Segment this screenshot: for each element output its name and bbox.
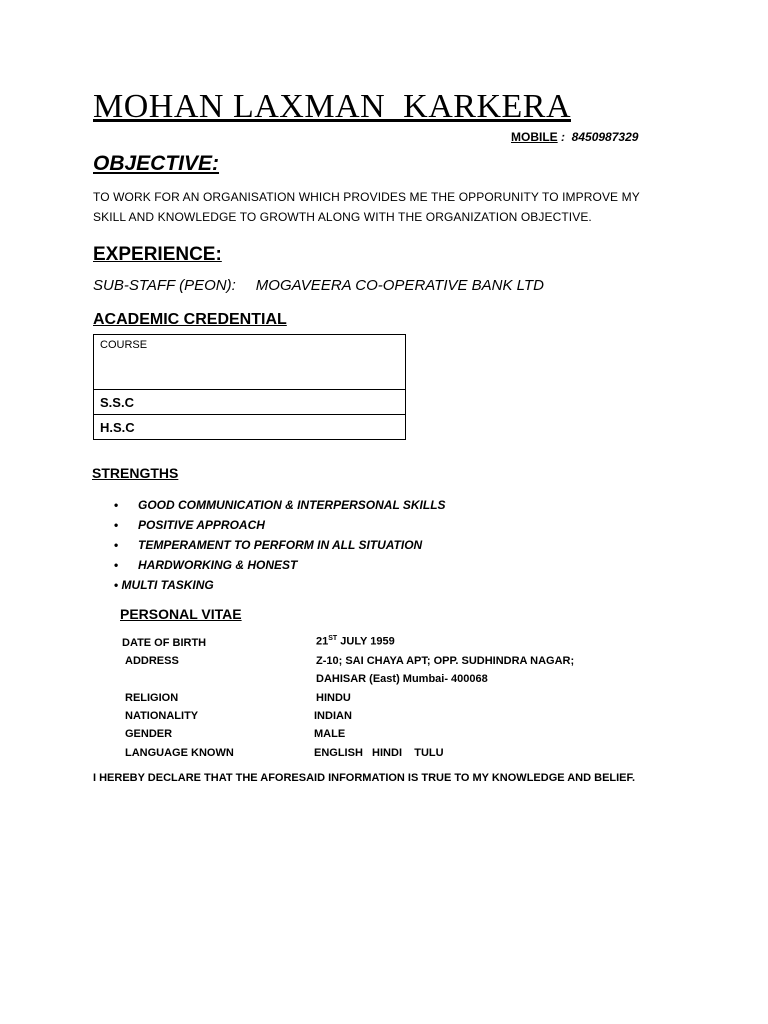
academic-row xyxy=(94,415,406,440)
mobile-label: MOBILE xyxy=(511,130,558,144)
mobile-line xyxy=(511,130,638,144)
bullet-icon: • xyxy=(114,518,119,532)
academic-header-row xyxy=(94,335,406,390)
strength-item xyxy=(114,555,446,575)
experience-entry xyxy=(93,277,544,294)
strength-text: POSITIVE APPROACH xyxy=(138,518,265,532)
dob-label: DATE OF BIRTH xyxy=(122,637,207,649)
strength-item xyxy=(114,495,446,515)
objective-heading: OBJECTIVE: xyxy=(93,152,220,175)
academic-course-header: COURSE xyxy=(94,335,406,390)
experience-position: SUB-STAFF (PEON): xyxy=(93,277,236,294)
strength-text: MULTI TASKING xyxy=(121,578,214,592)
bullet-icon: • xyxy=(114,578,119,592)
resume-name: MOHAN LAXMAN KARKERA xyxy=(93,88,571,125)
dob-day: 21 xyxy=(316,635,329,648)
strength-text: TEMPERAMENT TO PERFORM IN ALL SITUATION xyxy=(138,538,423,552)
objective-line-1: TO WORK FOR AN ORGANISATION WHICH PROVIDES ME THE OPPORUNITY TO IMPROVE MY xyxy=(93,190,640,204)
address-label: ADDRESS xyxy=(125,655,179,667)
language-value: ENGLISH HINDI TULU xyxy=(314,747,444,759)
objective-text xyxy=(93,187,693,227)
academic-row-ssc: S.S.C xyxy=(94,390,406,415)
mobile-separator: : xyxy=(557,130,572,144)
address-line-2: DAHISAR (East) Mumbai- 400068 xyxy=(316,673,488,685)
academic-heading: ACADEMIC CREDENTIAL xyxy=(93,311,287,328)
mobile-number: 8450987329 xyxy=(571,130,639,144)
strength-text: GOOD COMMUNICATION & INTERPERSONAL SKILLS xyxy=(138,498,446,512)
strength-item xyxy=(114,515,446,535)
strengths-heading: STRENGTHS xyxy=(92,465,179,481)
bullet-icon: • xyxy=(114,538,119,552)
strengths-list xyxy=(114,495,446,575)
nationality-label: NATIONALITY xyxy=(125,710,199,722)
religion-label: RELIGION xyxy=(125,692,179,704)
language-label: LANGUAGE KNOWN xyxy=(125,747,234,759)
bullet-icon: • xyxy=(114,558,119,572)
dob-suffix: ST xyxy=(328,635,338,642)
experience-heading: EXPERIENCE: xyxy=(93,244,222,265)
objective-line-2: SKILL AND KNOWLEDGE TO GROWTH ALONG WITH THE ORGANIZATION OBJECTIVE. xyxy=(93,210,592,224)
strength-text: HARDWORKING & HONEST xyxy=(138,558,298,572)
academic-row-hsc: H.S.C xyxy=(94,415,406,440)
experience-company: MOGAVEERA CO-OPERATIVE BANK LTD xyxy=(255,277,544,294)
religion-value: HINDU xyxy=(316,692,351,704)
academic-table xyxy=(93,334,406,440)
academic-row xyxy=(94,390,406,415)
strength-item xyxy=(114,535,446,555)
address-line-1: Z-10; SAI CHAYA APT; OPP. SUDHINDRA NAGAR; xyxy=(316,655,575,667)
gender-value: MALE xyxy=(314,728,346,740)
gender-label: GENDER xyxy=(125,728,173,740)
personal-vitae-heading: PERSONAL VITAE xyxy=(120,606,242,622)
nationality-value: INDIAN xyxy=(314,710,352,722)
dob-value xyxy=(316,635,395,648)
strength-item xyxy=(114,578,214,592)
bullet-icon: • xyxy=(114,498,119,512)
dob-rest: JULY 1959 xyxy=(337,635,395,648)
declaration-text: I HEREBY DECLARE THAT THE AFORESAID INFORMATION IS TRUE TO MY KNOWLEDGE AND BELIEF. xyxy=(93,772,636,784)
